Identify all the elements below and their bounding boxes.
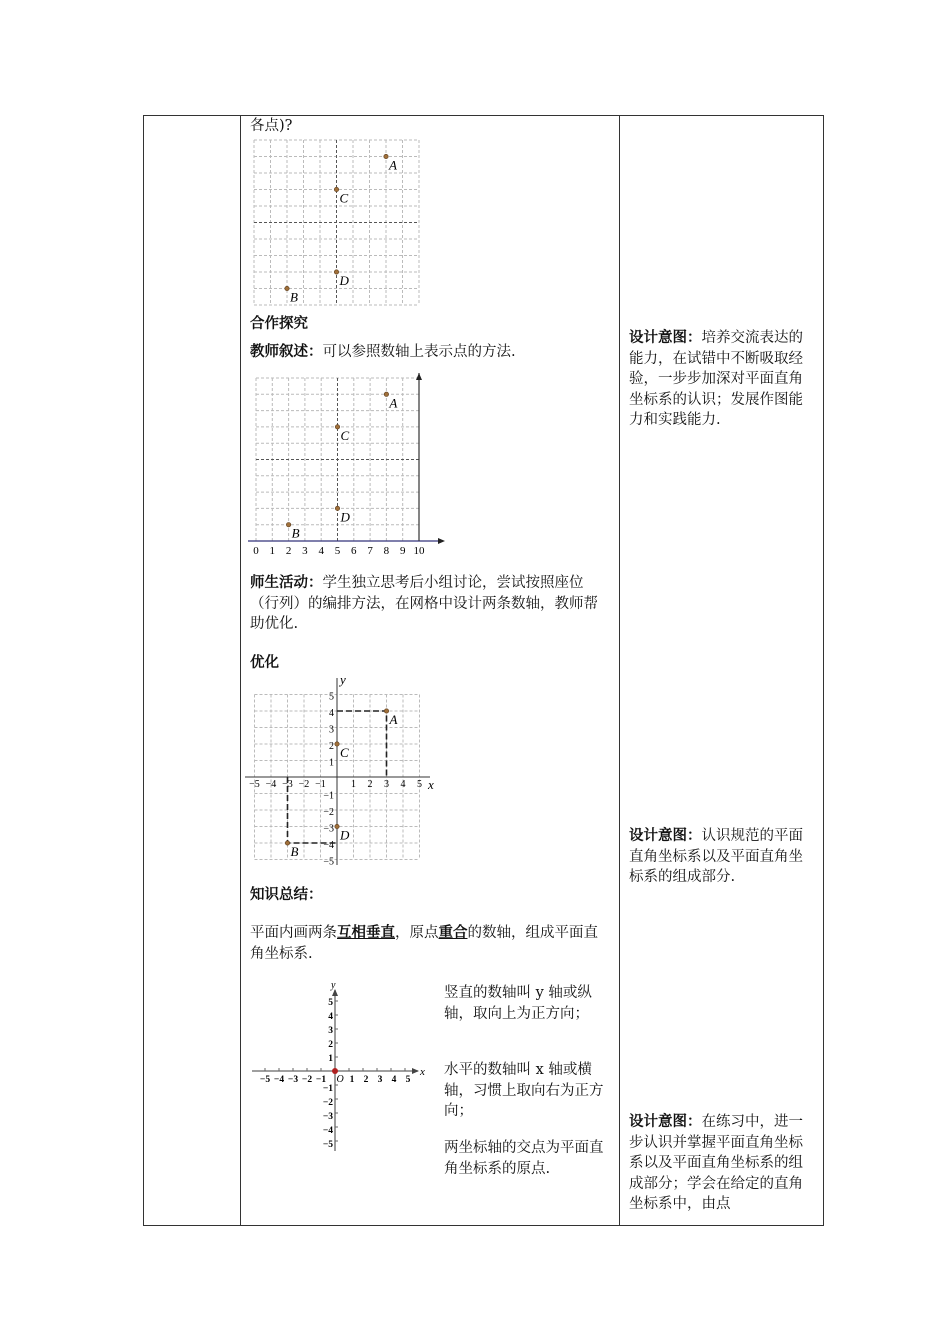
fig2-tick-label: 7 xyxy=(367,545,373,557)
fig1-point xyxy=(334,270,338,274)
fig4-x-tick: −1 xyxy=(315,1075,327,1085)
fig2-arrow-icon xyxy=(416,373,422,380)
fig2-tick-label: 9 xyxy=(399,545,406,557)
fig2-point xyxy=(384,392,388,396)
fig4-y-tick: 3 xyxy=(328,1026,333,1036)
fig3-y-tick: 4 xyxy=(329,708,334,719)
fig3-x-tick: 4 xyxy=(400,779,406,790)
fig2-tick-label: 3 xyxy=(302,545,308,557)
teacher-text: 可以参照数轴上表示点的方法. xyxy=(322,344,516,360)
fig3-point-label: A xyxy=(389,712,398,727)
intent-text: 认识规范的平面直角坐标系以及平面直角坐标系的组成部分. xyxy=(629,828,803,885)
origin-definition: 两坐标轴的交点为平面直角坐标系的原点. xyxy=(444,1140,604,1177)
intent-text: 在练习中，进一步认识并掌握平面直角坐标系以及平面直角坐标系的组成部分；学会在给定的直角坐标系中，由点 xyxy=(629,1114,803,1212)
fig4-x-tick: −5 xyxy=(259,1075,271,1085)
fig2-point xyxy=(335,506,339,510)
intent-text: 培养交流表达的能力，在试错中不断吸取经验，一步步加深对平面直角坐标系的认识；发展作图能力和实践能力. xyxy=(629,330,803,428)
fig4-x-tick: 2 xyxy=(363,1075,369,1085)
fig3-x-tick: 3 xyxy=(384,779,389,790)
fig3-point xyxy=(335,824,339,828)
fig3-y-tick: 2 xyxy=(329,741,334,752)
fig4-y-tick: −1 xyxy=(322,1084,333,1094)
fig2-point xyxy=(335,425,339,429)
fig4-y-label: y xyxy=(331,980,336,991)
summary-text: 平面内画两条 xyxy=(250,925,337,941)
fig2-tick-label: 5 xyxy=(334,545,341,557)
fig2-tick-label: 10 xyxy=(413,545,425,557)
fig1-point xyxy=(285,286,289,290)
fig3-y-tick: −1 xyxy=(323,790,334,802)
fig3-x-tick: 5 xyxy=(417,779,422,790)
fig4-y-tick: −2 xyxy=(322,1098,333,1108)
summary-text: 的数轴，组成平面直角坐标系. xyxy=(250,925,598,962)
fig3-y-tick: 1 xyxy=(329,757,334,769)
fig1-point-label: A xyxy=(389,157,397,173)
design-intent-1 xyxy=(629,328,817,431)
design-intent-2 xyxy=(629,826,817,888)
fig3-point xyxy=(335,742,339,746)
fig3-x-tick: −4 xyxy=(265,779,277,790)
fig4-y-tick: −5 xyxy=(322,1140,333,1150)
fig2-point-label: A xyxy=(389,395,398,411)
fig1-point-label: B xyxy=(290,289,298,305)
teacher-narration xyxy=(250,342,516,363)
yaxis-definition: 竖直的数轴叫 y 轴或纵轴，取向上为正方向； xyxy=(444,985,592,1022)
fig3-x-label: x xyxy=(428,777,434,792)
summary-emphasis: 重合 xyxy=(438,925,468,941)
fig2-tick-label: 1 xyxy=(269,545,276,557)
fig3-y-tick: −2 xyxy=(323,807,334,818)
fig3-y-tick: 5 xyxy=(329,691,334,703)
fig4-arrow-icon xyxy=(412,1068,419,1074)
fig2-tick-label: 6 xyxy=(351,545,357,557)
fig3-x-tick: −2 xyxy=(298,779,310,790)
heading-summary: 知识总结： xyxy=(250,887,323,903)
fig1-point xyxy=(334,187,338,191)
fig4-x-tick: −4 xyxy=(273,1075,285,1085)
fig4-x-tick: −3 xyxy=(287,1075,299,1085)
summary-paragraph xyxy=(250,923,612,964)
fig2-point-label: C xyxy=(340,427,350,443)
fig3-point-label: D xyxy=(340,827,350,843)
fig4-origin-label: O xyxy=(336,1074,344,1085)
intent-label: 设计意图： xyxy=(629,828,702,844)
fig4-x-tick: 4 xyxy=(391,1075,397,1085)
fig3-y-tick: −4 xyxy=(323,840,334,851)
teacher-label: 教师叙述： xyxy=(250,344,323,360)
activity-label: 师生活动： xyxy=(250,575,323,591)
fig4-y-tick: 5 xyxy=(328,998,333,1008)
fig3-x-tick: −1 xyxy=(315,779,326,790)
intent-label: 设计意图： xyxy=(629,330,702,346)
fig3-y-label: y xyxy=(340,672,346,687)
fig4-y-tick: 2 xyxy=(328,1040,333,1050)
summary-emphasis: 互相垂直 xyxy=(337,925,395,941)
fig2-tick-label: 0 xyxy=(253,545,259,557)
fig2-point-label: D xyxy=(340,509,350,525)
fig3-point-label: B xyxy=(290,844,299,859)
fig3-y-tick: −3 xyxy=(323,823,334,835)
fig4-x-tick: 5 xyxy=(405,1075,411,1085)
xaxis-definition: 水平的数轴叫 x 轴或横轴，习惯上取向右为正方向； xyxy=(444,1062,604,1119)
fig3-x-tick: 1 xyxy=(351,779,356,790)
intro-tail: 各点)? xyxy=(250,118,293,134)
heading-optimize: 优化 xyxy=(250,655,279,671)
fig3-x-tick: 2 xyxy=(367,779,373,790)
fig4-x-label: x xyxy=(420,1066,425,1078)
fig2-point-label: B xyxy=(291,525,300,541)
summary-text: ，原点 xyxy=(395,925,439,941)
heading-cooperate: 合作探究 xyxy=(250,316,308,332)
fig4-x-tick: 3 xyxy=(377,1075,383,1085)
fig1-point xyxy=(384,154,388,158)
fig4-origin-point xyxy=(332,1068,338,1074)
fig3-y-tick: 3 xyxy=(329,724,334,736)
intent-label: 设计意图： xyxy=(629,1114,702,1130)
fig2-tick-label: 2 xyxy=(285,545,292,557)
activity-text: 学生独立思考后小组讨论，尝试按照座位（行列）的编排方法，在网格中设计两条数轴，教师帮助优化. xyxy=(250,575,598,632)
fig4-x-tick: 1 xyxy=(349,1075,355,1085)
fig4-y-tick: −3 xyxy=(322,1112,333,1122)
fig2-arrow-icon xyxy=(438,538,445,544)
design-intent-3 xyxy=(629,1112,817,1215)
fig3-point-label: C xyxy=(340,745,349,760)
fig3-x-tick: −3 xyxy=(282,779,293,790)
fig3-point xyxy=(384,709,388,713)
fig2-tick-label: 8 xyxy=(383,545,390,557)
fig1-point-label: D xyxy=(339,273,349,288)
fig2-tick-label: 4 xyxy=(318,545,324,557)
fig2-point xyxy=(286,523,290,527)
fig3-point xyxy=(285,841,289,845)
fig4-y-tick: 4 xyxy=(328,1012,333,1022)
fig4-y-tick: 1 xyxy=(328,1054,333,1064)
fig4-x-tick: −2 xyxy=(301,1075,313,1085)
fig1-point-label: C xyxy=(339,190,349,206)
activity-paragraph xyxy=(250,573,612,635)
fig4-y-tick: −4 xyxy=(322,1126,333,1136)
fig3-x-tick: −5 xyxy=(249,779,260,790)
fig3-y-tick: −5 xyxy=(323,856,334,868)
